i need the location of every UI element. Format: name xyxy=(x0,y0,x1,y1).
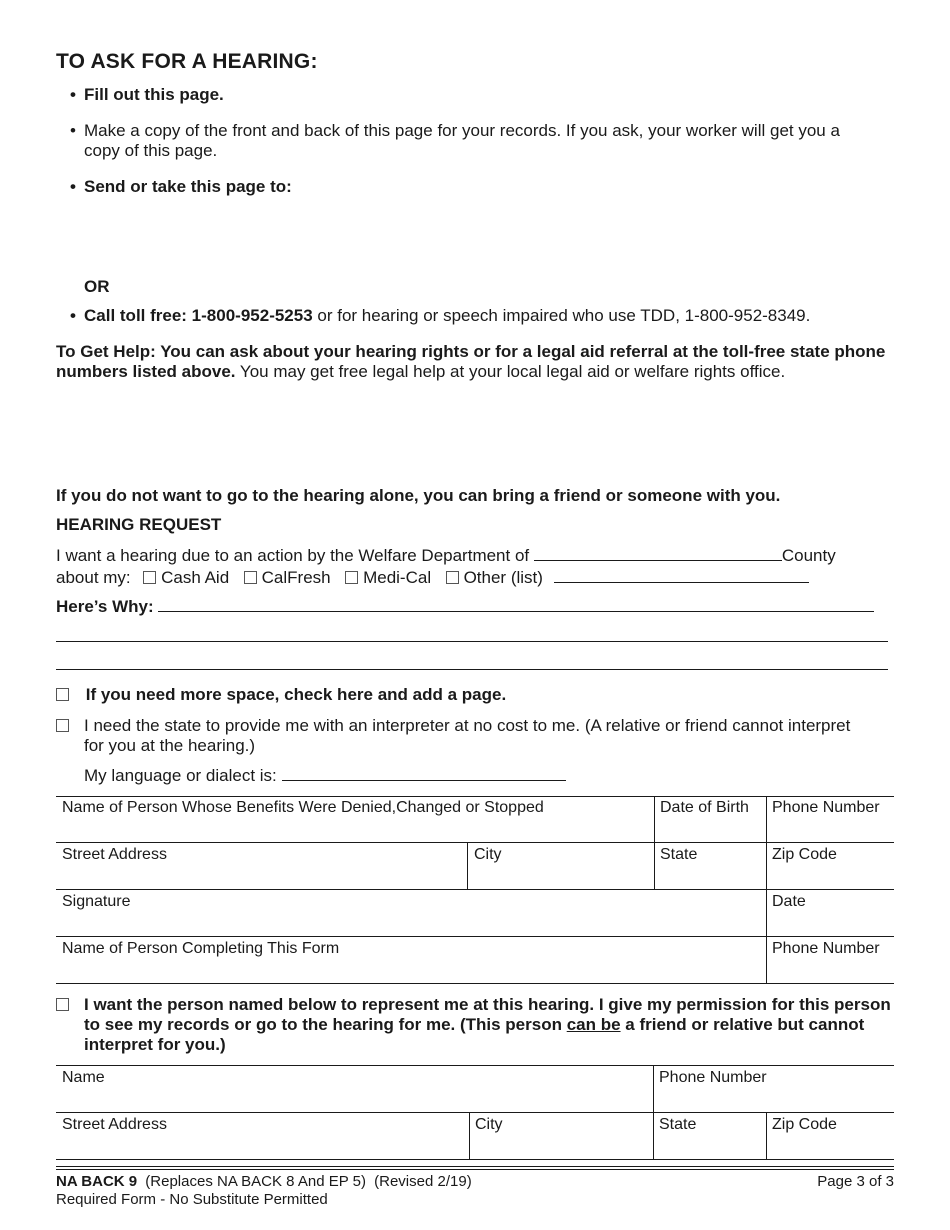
beneficiary-street-field[interactable]: Street Address xyxy=(62,846,167,863)
other-checkbox[interactable] xyxy=(446,571,459,584)
representative-text: I want the person named below to represent me at this hearing. I give my permission for this person to see my records or go to the hearing for me. (This person can be a friend or relative but cannot interpret for you.) xyxy=(84,995,891,1054)
page-title: TO ASK FOR A HEARING: xyxy=(56,50,318,73)
beneficiary-phone-field[interactable]: Phone Number xyxy=(772,799,880,816)
beneficiary-zip-field[interactable]: Zip Code xyxy=(772,846,837,863)
interpreter-label: I need the state to provide me with an interpreter at no cost to me. (A relative or friend cannot interpret for you at the hearing.) xyxy=(84,716,851,755)
language-field[interactable] xyxy=(282,765,566,781)
tdd-number: or for hearing or speech impaired who use TDD, 1-800-952-8349. xyxy=(312,306,811,325)
more-space-label: If you need more space, check here and add a page. xyxy=(85,685,507,704)
cash-aid-label: Cash Aid xyxy=(161,568,230,587)
help-paragraph xyxy=(56,342,891,382)
footer-form-info xyxy=(56,1173,472,1190)
other-list-field[interactable] xyxy=(554,567,809,583)
page-number: Page 3 of 3 xyxy=(817,1173,894,1190)
bullet-icon: • xyxy=(70,306,76,325)
signature-date-field[interactable]: Date xyxy=(772,893,806,910)
beneficiary-state-field[interactable]: State xyxy=(660,846,698,863)
required-form-note: Required Form - No Substitute Permitted xyxy=(56,1191,328,1208)
language-label: My language or dialect is: xyxy=(84,766,277,785)
completer-name-field[interactable]: Name of Person Completing This Form xyxy=(62,940,340,957)
heres-why-field[interactable] xyxy=(158,596,874,612)
help-bold-text: To Get Help: You can ask about your hearing rights or for a legal aid referral at the toll-free state phone numbers listed above. xyxy=(56,342,886,381)
medi-cal-checkbox[interactable] xyxy=(345,571,358,584)
completer-phone-field[interactable]: Phone Number xyxy=(772,940,880,957)
language-row xyxy=(84,765,566,786)
beneficiary-city-field[interactable]: City xyxy=(474,846,502,863)
reason-line-3[interactable] xyxy=(56,669,888,670)
form-id: NA BACK 9 xyxy=(56,1173,138,1190)
step-copy-text: Make a copy of the front and back of this page for your records. If you ask, your worker will get you a copy of this page. xyxy=(84,121,840,160)
more-space-checkbox[interactable] xyxy=(56,688,69,701)
hearing-request-title: HEARING REQUEST xyxy=(56,515,222,534)
friend-note: If you do not want to go to the hearing alone, you can bring a friend or someone with you. xyxy=(56,486,781,505)
representative-name-field[interactable]: Name xyxy=(62,1069,105,1086)
reason-line-2[interactable] xyxy=(56,641,888,642)
calfresh-label: CalFresh xyxy=(261,568,331,587)
calfresh-checkbox[interactable] xyxy=(244,571,257,584)
welfare-department-line xyxy=(56,545,896,566)
representative-checkbox[interactable] xyxy=(56,998,69,1011)
county-label: County xyxy=(781,546,836,565)
interpreter-checkbox[interactable] xyxy=(56,719,69,732)
date-of-birth-field[interactable]: Date of Birth xyxy=(660,799,749,816)
representative-city-field[interactable]: City xyxy=(475,1116,503,1133)
heres-why-line xyxy=(56,596,874,617)
representative-zip-field[interactable]: Zip Code xyxy=(772,1116,837,1133)
signature-field[interactable]: Signature xyxy=(62,893,131,910)
more-space-row xyxy=(56,685,506,705)
step-fill-out-text: Fill out this page. xyxy=(84,85,224,104)
revised-note: (Revised 2/19) xyxy=(374,1173,472,1190)
beneficiary-name-field[interactable]: Name of Person Whose Benefits Were Denied,Changed or Stopped xyxy=(62,799,544,816)
welfare-department-label: I want a hearing due to an action by the Welfare Department of xyxy=(56,546,530,565)
county-field[interactable] xyxy=(534,545,782,561)
cash-aid-checkbox[interactable] xyxy=(143,571,156,584)
or-label: OR xyxy=(84,277,110,296)
representative-state-field[interactable]: State xyxy=(659,1116,697,1133)
bullet-icon: • xyxy=(70,121,76,140)
step-send-text: Send or take this page to: xyxy=(84,177,292,196)
replaces-note: (Replaces NA BACK 8 And EP 5) xyxy=(145,1173,366,1190)
medi-cal-label: Medi-Cal xyxy=(363,568,432,587)
footer-divider xyxy=(56,1166,894,1167)
call-number: Call toll free: 1-800-952-5253 xyxy=(84,306,313,325)
other-label: Other (list) xyxy=(463,568,543,587)
representative-phone-field[interactable]: Phone Number xyxy=(659,1069,767,1086)
bullet-icon: • xyxy=(70,177,76,196)
bullet-icon: • xyxy=(70,85,76,104)
heres-why-label: Here’s Why: xyxy=(56,597,154,616)
help-text: You may get free legal help at your local legal aid or welfare rights office. xyxy=(235,362,786,381)
representative-street-field[interactable]: Street Address xyxy=(62,1116,167,1133)
about-my-line xyxy=(56,567,896,588)
about-my-label: about my: xyxy=(56,568,131,587)
